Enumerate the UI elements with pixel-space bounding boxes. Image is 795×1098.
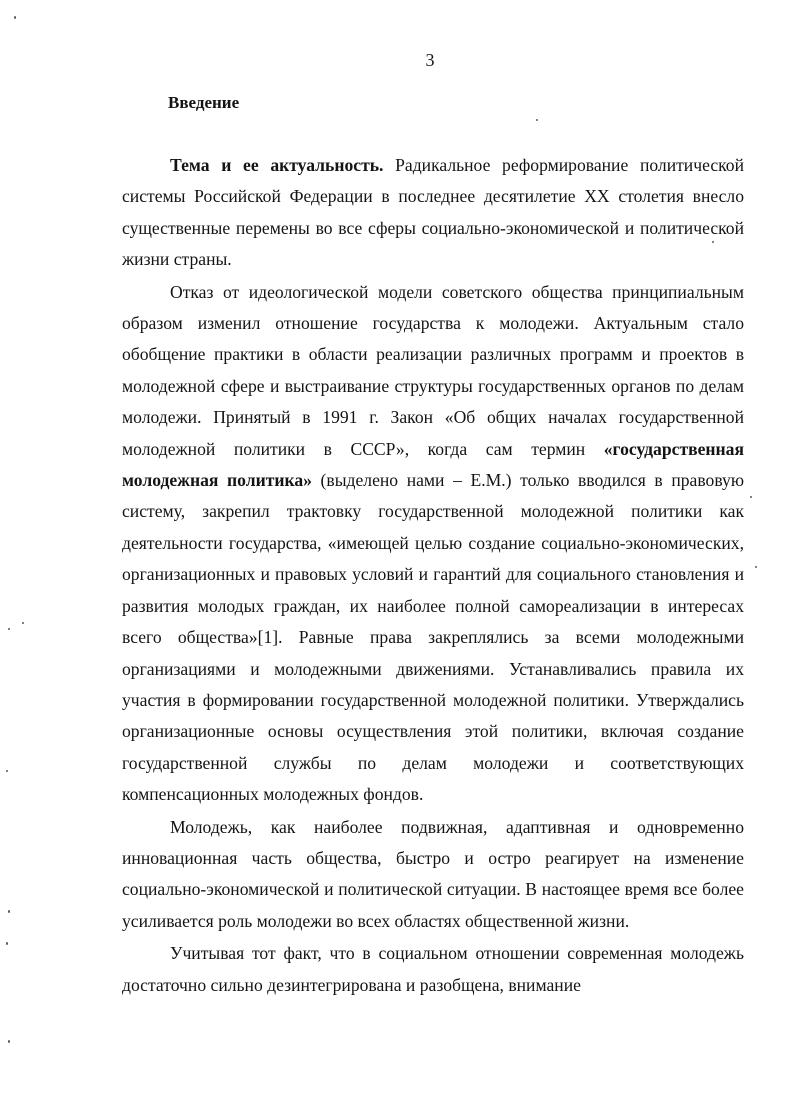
- paragraph-2-after: (выделено нами – Е.М.) только вводился в правовую систему, закрепил трактовку государственной молодежной политики как деятельности государства, «имеющей целью создание социально-экономических, организационных и правовых условий и гарантий для социального становления и развития молодых граждан, их наиболее полной самореализации в интересах всего общества»[1]. Равные права закреплялись за всеми молодежными организациями и молодежными движениями. Устанавливались правила их участия в формировании государственной молодежной политики. Утверждались организационные основы осуществления этой политики, включая создание государственной службы по делам молодежи и соответствующих компенсационных молодежных фондов.: [122, 470, 744, 805]
- highlighted-term: «государственная молодежная политика»: [122, 438, 744, 491]
- scan-speck: [8, 1040, 10, 1043]
- scan-speck: [6, 770, 8, 772]
- scan-speck: [8, 910, 10, 913]
- scan-speck: [712, 241, 714, 243]
- scan-speck: [536, 119, 538, 121]
- section-heading: Введение: [168, 93, 240, 112]
- paragraph-3: Молодежь, как наиболее подвижная, адаптивная и одновременно инновационная часть общества, быстро и остро реагирует на изменение социально-экономической и политической ситуации. В настоящее время все более усиливается роль молодежи во всех областях общественной жизни.: [122, 816, 744, 931]
- paragraph-1: [122, 150, 744, 276]
- page-number: 3: [425, 50, 435, 70]
- scan-speck: [750, 496, 752, 498]
- body-text: [122, 150, 744, 1001]
- scan-speck: [14, 16, 16, 19]
- topic-lead: Тема и ее актуальность.: [170, 155, 384, 175]
- paragraph-4: Учитывая тот факт, что в социальном отношении современная молодежь достаточно сильно дезинтегрирована и разобщена, внимание: [122, 943, 744, 995]
- paragraph-2: [122, 277, 744, 811]
- scan-speck: [6, 942, 8, 945]
- scan-speck: [22, 622, 24, 624]
- scan-speck: [755, 566, 757, 568]
- paragraph-1-text: Радикальное реформирование политической системы Российской Федерации в последнее десятилетие XX столетия внесло существенные перемены во все сферы социально-экономической и политической жизни страны.: [122, 155, 744, 270]
- paragraph-2-before: Отказ от идеологической модели советского общества принципиальным образом изменил отношение государства к молодежи. Актуальным стало обобщение практики в области реализации различных программ и проектов в молодежной сфере и выстраивание структуры государственных органов по делам молодежи. Принятый в 1991 г. Закон «Об общих началах государственной молодежной политики в СССР», когда сам термин: [122, 281, 744, 459]
- scan-speck: [8, 628, 10, 630]
